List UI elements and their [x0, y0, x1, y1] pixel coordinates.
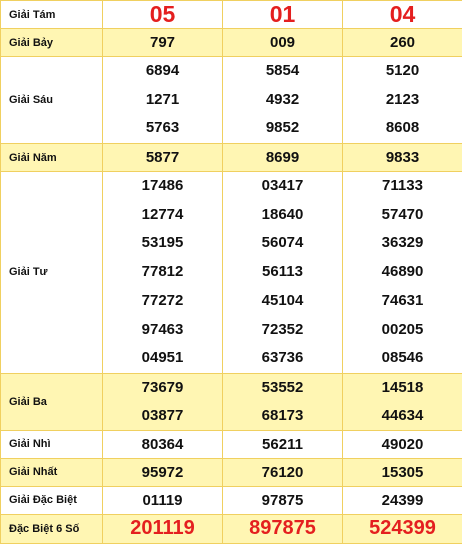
special-prize-number: 524399: [343, 514, 462, 543]
prize-number: 77812: [103, 258, 222, 287]
prize-number: 05: [103, 1, 223, 29]
prize-number: 260: [343, 29, 462, 57]
row-label: Giải Đặc Biệt: [1, 486, 103, 514]
row-label: Giải Tám: [1, 1, 103, 29]
prize-number: 03417: [223, 172, 342, 201]
row-label: Giải Bảy: [1, 29, 103, 57]
prize-number: 44634: [343, 402, 462, 430]
prize-number: 8608: [343, 114, 462, 143]
prize-number: 04: [343, 1, 462, 29]
prize-number: 74631: [343, 287, 462, 316]
prize-number: 9833: [343, 144, 462, 172]
prize-number: 8699: [223, 144, 343, 172]
prize-number: 76120: [223, 458, 343, 486]
prize-number: 63736: [223, 344, 342, 373]
row-label: Giải Ba: [1, 373, 103, 430]
prize-number: 49020: [343, 430, 462, 458]
prize-number: 14518: [343, 374, 462, 402]
prize-number: 53195: [103, 229, 222, 258]
prize-number: 18640: [223, 201, 342, 230]
row-dac-biet-6-so: [1, 514, 462, 543]
prize-number: 04951: [103, 344, 222, 373]
prize-number: 80364: [103, 430, 223, 458]
prize-number: 2123: [343, 86, 462, 115]
row-label: Giải Nhất: [1, 458, 103, 486]
row-giai-nam: [1, 144, 462, 172]
prize-number: 797: [103, 29, 223, 57]
prize-number: 72352: [223, 316, 342, 345]
row-label: Đặc Biệt 6 Số: [1, 514, 103, 543]
prize-number: 5120: [343, 57, 462, 86]
prize-number: 57470: [343, 201, 462, 230]
row-giai-sau: [1, 57, 462, 144]
prize-number: 68173: [223, 402, 342, 430]
prize-number: 1271: [103, 86, 222, 115]
prize-number: 9852: [223, 114, 342, 143]
prize-number: 56074: [223, 229, 342, 258]
special-prize-number: 201119: [103, 514, 223, 543]
row-giai-nhi: [1, 430, 462, 458]
prize-number: 56113: [223, 258, 342, 287]
prize-number: 95972: [103, 458, 223, 486]
row-giai-nhat: [1, 458, 462, 486]
prize-number: 17486: [103, 172, 222, 201]
prize-number: 4932: [223, 86, 342, 115]
row-giai-tam: [1, 1, 462, 29]
prize-number: 53552: [223, 374, 342, 402]
prize-number: 03877: [103, 402, 222, 430]
prize-number: 01119: [103, 486, 223, 514]
row-giai-dac-biet: [1, 486, 462, 514]
prize-number: 24399: [343, 486, 462, 514]
row-label: Giải Năm: [1, 144, 103, 172]
prize-number: 36329: [343, 229, 462, 258]
prize-number: 77272: [103, 287, 222, 316]
prize-number: 5877: [103, 144, 223, 172]
row-label: Giải Nhì: [1, 430, 103, 458]
row-label: Giải Sáu: [1, 57, 103, 144]
prize-number: 009: [223, 29, 343, 57]
prize-number: 6894: [103, 57, 222, 86]
prize-number: 01: [223, 1, 343, 29]
prize-number: 5763: [103, 114, 222, 143]
prize-number: 56211: [223, 430, 343, 458]
prize-number: 97875: [223, 486, 343, 514]
prize-number: 08546: [343, 344, 462, 373]
prize-number: 45104: [223, 287, 342, 316]
prize-number: 5854: [223, 57, 342, 86]
row-giai-tu: [1, 172, 462, 374]
prize-number: 00205: [343, 316, 462, 345]
prize-number: 97463: [103, 316, 222, 345]
prize-number: 12774: [103, 201, 222, 230]
row-giai-bay: [1, 29, 462, 57]
prize-number: 46890: [343, 258, 462, 287]
row-label: Giải Tư: [1, 172, 103, 374]
prize-number: 73679: [103, 374, 222, 402]
prize-number: 15305: [343, 458, 462, 486]
special-prize-number: 897875: [223, 514, 343, 543]
prize-number: 71133: [343, 172, 462, 201]
row-giai-ba: [1, 373, 462, 430]
